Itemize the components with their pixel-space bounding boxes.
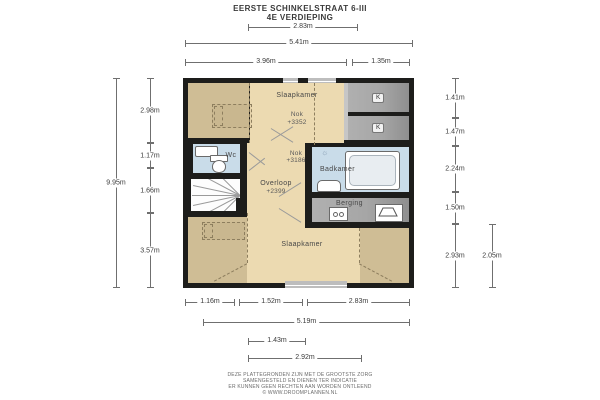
footer-copyright: © WWW.DROOMPLANNEN.NL [262,390,338,396]
stair-wall [236,198,243,212]
closet-badge: K [372,93,384,103]
footer-disclaimer-2: SAMENGESTELD EN DIENEN TER INDICATIE [243,378,357,384]
washing-machine-icon [329,207,348,221]
dimension-bottom-6: 2.92m [248,355,362,362]
ceiling-light-icon: ☼ [321,148,329,157]
room-label-landing: Overloop [260,180,292,187]
window-top-left [283,78,298,83]
dimension-left-3: 1.66m [147,168,154,213]
room-label-bedroom-top: Slaapkamer [276,92,318,99]
ridge-label-top: Nok [290,111,304,118]
dimension-top-upper: 2.83m [248,24,358,31]
footer-disclaimer-3: ER KUNNEN GEEN RECHTEN AAN WORDEN ONTLEEND [228,384,372,390]
dimension-top-right: 1.35m [352,59,410,66]
room-label-toilet: Wc [225,152,237,159]
window-top-right [308,78,336,83]
slope-line [359,228,360,263]
footer-disclaimer-1: DEZE PLATTEGRONDEN ZIJN MET DE GROOTSTE ZORG [227,372,373,378]
page-subtitle: 4E VERDIEPING [266,13,334,22]
ridge-label-mid: Nok [289,150,303,157]
bed-icon [202,222,245,240]
dimension-right-5: 2.93m [452,224,459,288]
floorplan [183,78,414,288]
ridge-value-top: +3352 [287,119,307,126]
sink-icon [317,180,341,192]
room-label-storage: Berging [336,200,363,207]
dimension-right-2: 1.47m [452,118,459,146]
ridge-value-mid: +3186 [286,157,306,164]
boiler-icon [375,204,403,222]
stairs-icon [191,179,240,211]
dimension-bottom-total: 5.19m [203,319,410,326]
dimension-bottom-3: 2.83m [307,299,410,306]
landing-value: +2399 [266,188,286,195]
dimension-top-left: 3.96m [185,59,347,66]
toilet-bowl-icon [212,160,226,173]
window-bottom [285,281,347,288]
dimension-right-1: 1.41m [452,78,459,118]
dimension-left-2: 1.17m [147,143,154,168]
bed-icon [212,104,252,128]
dimension-left-1: 2.98m [147,78,154,143]
dimension-left-total: 9.95m [113,78,120,288]
closet-door-strip [344,83,348,140]
dimension-top-total: 5.41m [185,40,413,47]
dimension-bottom-2: 1.52m [239,299,303,306]
dimension-right-4: 1.50m [452,192,459,224]
room-bedroom-bottom-centre-right [305,228,360,283]
room-label-bedroom-bottom: Slaapkamer [281,241,323,248]
dimension-bottom-5: 1.43m [248,338,306,345]
dimension-left-4: 3.57m [147,213,154,288]
dimension-right-3: 2.24m [452,146,459,192]
room-label-bathroom: Badkamer [319,166,356,173]
dimension-right-outer: 2.05m [489,224,496,288]
page-title: EERSTE SCHINKELSTRAAT 6-III [233,4,367,13]
slope-line [247,213,248,263]
dimension-bottom-1: 1.16m [185,299,235,306]
closet-badge: K [372,123,384,133]
